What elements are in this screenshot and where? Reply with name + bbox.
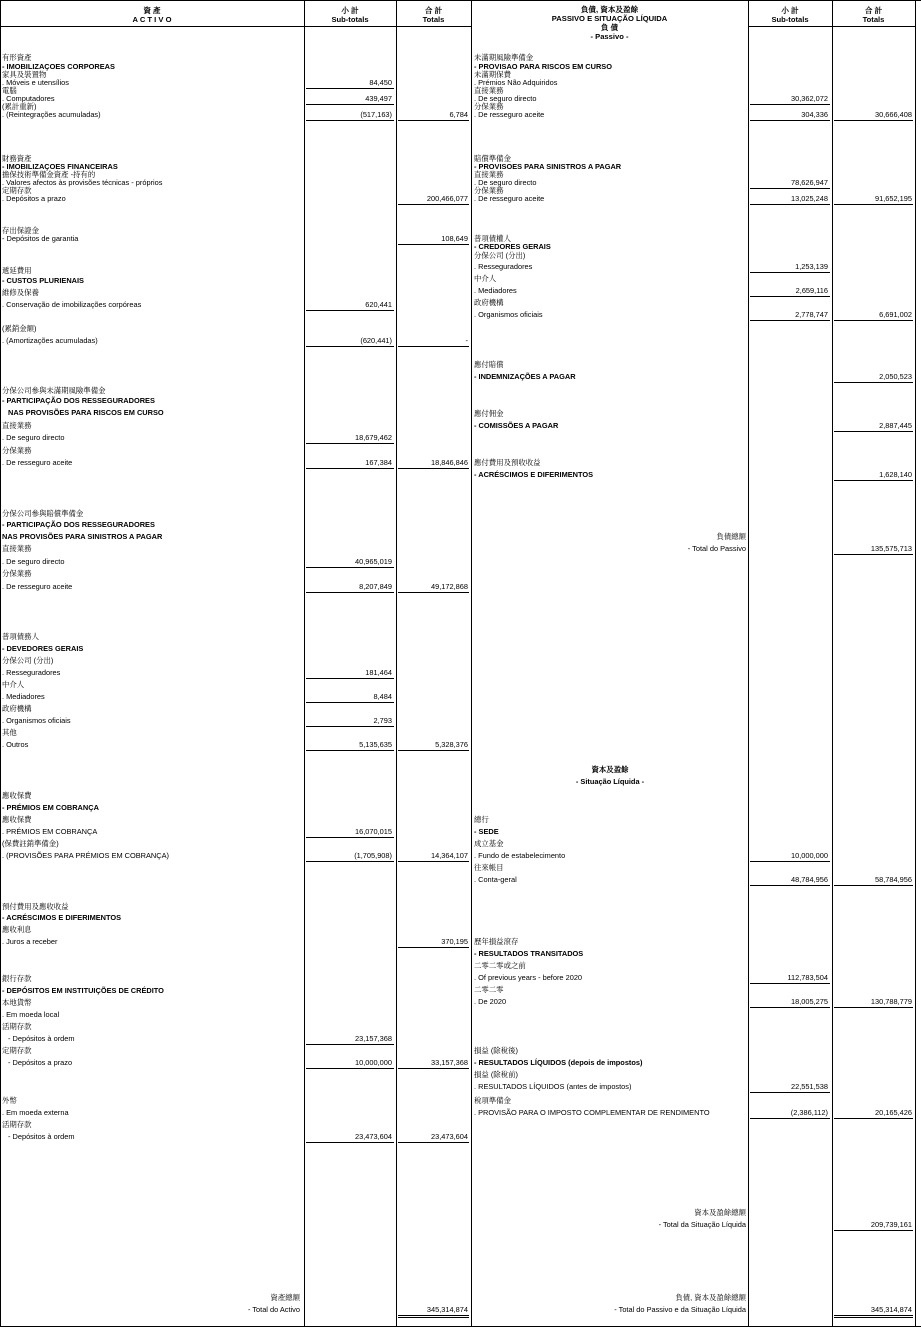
underline [834,480,913,481]
left-line-label: 有形資產 [2,53,32,62]
underline [306,837,394,838]
left-line-label: - Depósitos a prazo [8,1058,73,1067]
left-line-label: . De resseguro aceite [2,458,73,467]
underline [834,1317,913,1318]
underline [398,1315,469,1316]
right-line-label: - PROVISAO PARA RISCOS EM CURSO [474,62,612,71]
right-total: 91,652,195 [875,194,912,203]
left-line-label: 財務資產 [2,154,32,163]
left-total: 18,846,846 [431,458,468,467]
frame-top [0,0,921,1]
underline [750,188,830,189]
left-total: 14,364,107 [431,851,468,860]
left-line-label: 應收保費 [2,791,32,800]
right-line-label: . Mediadores [474,286,517,295]
left-line-label: - ACRÉSCIMOS E DIFERIMENTOS [2,913,122,922]
left-total-pt: - Total do Activo [247,1305,300,1314]
left-subtotal: (1,705,908) [354,851,392,860]
underline [306,726,394,727]
left-line-label: 中介人 [2,680,25,689]
left-subtotal: 5,135,635 [359,740,392,749]
left-line-label: . Computadores [2,94,55,103]
right-total: 6,691,002 [879,310,912,319]
underline [834,885,913,886]
right-subtotal: 10,000,000 [791,851,828,860]
left-line-label: . Mediadores [2,692,45,701]
col-rule [915,0,916,1327]
left-line-label: . Organismos oficiais [2,716,71,725]
right-subtotal: 30,362,072 [791,94,828,103]
underline [306,750,394,751]
right-total: 2,887,445 [879,421,912,430]
left-line-label: 活期存款 [2,1120,32,1129]
sub-en-right: Sub-totals [771,15,809,24]
left-line-label: NAS PROVISÕES PARA RISCOS EM CURSO [8,408,164,417]
right-line-label: 損益 (除稅後) [474,1046,518,1055]
underline [750,272,830,273]
underline [750,1007,830,1008]
active-zh: 資 產 [143,6,161,15]
right-line-label: . Conta-geral [474,875,517,884]
left-subtotal: 181,464 [365,668,392,677]
left-total-zh: 資產總額 [270,1293,300,1302]
underline [834,1315,913,1316]
right-line-label: . De seguro directo [474,94,537,103]
left-total: 6,784 [449,110,468,119]
right-line-label: 二零二零 [474,985,504,994]
left-subtotal: 8,207,849 [359,582,392,591]
right-grand-total: 345,314,874 [870,1305,912,1314]
right-line-label: . Organismos oficiais [474,310,543,319]
right-line-label: . Of previous years - before 2020 [474,973,583,982]
left-subtotal: 620,441 [365,300,392,309]
underline [750,885,830,886]
right-line-label: . De seguro directo [474,178,537,187]
underline [398,120,469,121]
right-line-label: 負債總額 [716,532,746,541]
right-total: 130,788,779 [870,997,912,1006]
underline [834,204,913,205]
left-line-label: 分保公司參與賠償準備金 [2,509,84,518]
left-total: 108,649 [441,234,468,243]
right-line-label: 未滿期風險準備金 [474,53,534,62]
left-line-label: . PRÉMIOS EM COBRANÇA [2,827,98,836]
underline [398,1068,469,1069]
underline [750,296,830,297]
left-line-label: 分保公司參與未滿期風險準備金 [2,386,106,395]
right-line-label: - SEDE [474,827,499,836]
underline [834,1007,913,1008]
right-line-label: 應付賠償 [474,360,504,369]
right-subtotal: 2,778,747 [795,310,828,319]
left-line-label: 定期存款 [2,186,32,195]
underline [834,554,913,555]
right-line-label: . De 2020 [474,997,507,1006]
header-rule [748,26,916,27]
liab-sub-zh: 負 債 [600,23,619,32]
underline [834,320,913,321]
left-line-label: 電腦 [2,86,17,95]
left-line-label: 分保公司 (分出) [2,656,54,665]
left-line-label: - IMOBILIZAÇOES FINANCEIRAS [2,162,118,171]
right-total-zh: 負債, 資本及盈餘總額 [675,1293,746,1302]
liab-pt: PASSIVO E SITUAÇÃO LÍQUIDA [551,14,668,23]
right-total-pt: - Total do Passivo e da Situação Líquida [614,1305,746,1314]
underline [306,592,394,593]
right-subtotal: 13,025,248 [791,194,828,203]
left-line-label: . Em moeda externa [2,1108,69,1117]
right-line-label: 未滿期保費 [474,70,511,79]
right-line-label: - Situação Líquida - [575,777,645,786]
tot-en-right: Totals [862,15,885,24]
underline [306,88,394,89]
left-line-label: 直接業務 [2,421,32,430]
underline [398,244,469,245]
underline [398,1317,469,1318]
underline [306,346,394,347]
left-line-label: 政府機構 [2,704,32,713]
right-subtotal: (2,386,112) [790,1108,828,1117]
right-subtotal: 78,626,947 [791,178,828,187]
underline [750,1118,830,1119]
left-line-label: . De resseguro aceite [2,582,73,591]
right-subtotal: 1,253,139 [795,262,828,271]
underline [750,320,830,321]
underline [306,1068,394,1069]
underline [398,592,469,593]
left-line-label: 擔保技術準備金資產 -持有的 [2,170,96,179]
right-line-label: 二零二零或之前 [474,961,526,970]
left-line-label: 普項債務人 [2,632,39,641]
header-rule [0,26,472,27]
right-total: 1,628,140 [879,470,912,479]
left-line-label: 活期存款 [2,1022,32,1031]
underline [750,861,830,862]
left-line-label: - Depósitos à ordem [8,1034,75,1043]
left-line-label: 存出保證金 [2,226,39,235]
right-line-label: - INDEMNIZAÇÕES A PAGAR [474,372,576,381]
right-total: 20,165,426 [875,1108,912,1117]
tot-zh-left: 合 計 [424,6,443,15]
right-line-label: - RESULTADOS TRANSITADOS [474,949,584,958]
left-grand-total: 345,314,874 [426,1305,468,1314]
underline [306,310,394,311]
underline [750,120,830,121]
right-line-label: 稅項準備金 [474,1096,511,1105]
left-subtotal: 2,793 [373,716,392,725]
right-subtotal: 2,659,116 [795,286,828,295]
left-line-label: - PRÉMIOS EM COBRANÇA [2,803,99,812]
left-line-label: - DEPÓSITOS EM INSTITUIÇÕES DE CRÉDITO [2,986,164,995]
left-line-label: 其他 [2,728,17,737]
right-line-label: 應付費用及預收收益 [474,458,541,467]
underline [306,861,394,862]
right-line-label: 直接業務 [474,86,504,95]
left-total: 370,195 [441,937,468,946]
right-line-label: . Fundo de estabelecimento [474,851,566,860]
left-line-label: 分保業務 [2,446,32,455]
underline [398,750,469,751]
underline [306,120,394,121]
left-subtotal: 40,965,019 [355,557,392,566]
left-subtotal: (517,163) [360,110,392,119]
left-total: - [465,336,468,345]
right-line-label: . Prémios Não Adquiridos [474,78,558,87]
liab-zh: 負債, 資本及盈餘 [580,5,639,14]
col-rule [304,0,305,1327]
right-line-label: 分保公司 (分出) [474,251,526,260]
underline [750,104,830,105]
left-line-label: (累計重新) [2,102,37,111]
underline [306,1142,394,1143]
left-total: 200,466,077 [426,194,468,203]
left-line-label: (保費註銷準備金) [2,839,59,848]
right-subtotal: 48,784,956 [791,875,828,884]
right-total: 2,050,523 [879,372,912,381]
right-line-label: 往來帳目 [474,863,504,872]
left-line-label: 維修及保養 [2,288,39,297]
left-line-label: - IMOBILIZAÇOES CORPOREAS [2,62,115,71]
underline [306,567,394,568]
left-line-label: 遞延費用 [2,266,32,275]
right-subtotal: 304,336 [801,110,828,119]
left-total: 23,473,604 [431,1132,468,1141]
underline [306,702,394,703]
right-line-label: - Total do Passivo [687,544,746,553]
sub-en-left: Sub-totals [331,15,369,24]
left-line-label: (累銷金額) [2,324,37,333]
right-total: 58,784,956 [875,875,912,884]
underline [306,104,394,105]
right-line-label: 分保業務 [474,186,504,195]
left-subtotal: 18,679,462 [355,433,392,442]
right-line-label: - COMISSÕES A PAGAR [474,421,559,430]
left-total: 5,328,376 [435,740,468,749]
underline [306,1044,394,1045]
right-subtotal: 22,551,538 [791,1082,828,1091]
underline [398,204,469,205]
left-line-label: . (PROVISÕES PARA PRÉMIOS EM COBRANÇA) [2,851,170,860]
col-rule [0,0,1,1327]
right-line-label: - RESULTADOS LÍQUIDOS (depois de impostos) [474,1058,643,1067]
right-line-label: 成立基金 [474,839,504,848]
left-line-label: 應收保費 [2,815,32,824]
right-line-label: 賠償準備金 [474,154,511,163]
sub-zh-right: 小 計 [781,6,799,15]
underline [834,431,913,432]
left-line-label: 分保業務 [2,569,32,578]
underline [834,120,913,121]
right-subtotal: 112,783,504 [787,973,828,982]
right-total: 135,575,713 [870,544,912,553]
left-line-label: 外幣 [2,1096,17,1105]
left-line-label: 家具及裝置物 [2,70,47,79]
left-line-label: . Móveis e utensílios [2,78,69,87]
left-total: 33,157,368 [431,1058,468,1067]
left-total: 49,172,868 [431,582,468,591]
tot-zh-right: 合 計 [864,6,883,15]
right-line-label: . De resseguro aceite [474,110,545,119]
left-line-label: . Juros a receber [2,937,58,946]
right-line-label: - Total da Situação Líquida [658,1220,746,1229]
left-line-label: . Depósitos a prazo [2,194,66,203]
left-line-label: 定期存款 [2,1046,32,1055]
left-subtotal: 167,384 [365,458,392,467]
underline [306,468,394,469]
left-line-label: . Conservação de imobilizações corpóreas [2,300,142,309]
underline [306,443,394,444]
left-line-label: . Em moeda local [2,1010,60,1019]
left-line-label: - Depósitos de garantia [2,234,79,243]
underline [398,1142,469,1143]
left-line-label: . De seguro directo [2,557,65,566]
col-rule [471,0,472,1327]
underline [750,204,830,205]
right-line-label: . RESULTADOS LÍQUIDOS (antes de impostos) [474,1082,632,1091]
left-line-label: . Resseguradores [2,668,61,677]
underline [398,468,469,469]
left-subtotal: 439,497 [365,94,392,103]
left-subtotal: 16,070,015 [355,827,392,836]
left-line-label: . Outros [2,740,29,749]
tot-en-left: Totals [422,15,445,24]
underline [750,983,830,984]
right-line-label: 歷年損益滾存 [474,937,519,946]
left-line-label: 銀行存款 [2,974,32,983]
frame-bottom [0,1326,921,1327]
underline [398,346,469,347]
left-line-label: . (Reintegrações acumuladas) [2,110,101,119]
right-line-label: - CREDORES GERAIS [474,242,551,251]
active-pt: A C T I V O [132,15,172,24]
left-line-label: 應收利息 [2,925,32,934]
underline [750,1092,830,1093]
right-line-label: 資本及盈餘 [591,765,629,774]
left-subtotal: 84,450 [369,78,392,87]
left-subtotal: 23,473,604 [355,1132,392,1141]
right-line-label: 總行 [474,815,489,824]
left-subtotal: 10,000,000 [355,1058,392,1067]
right-line-label: 損益 (除稅前) [474,1070,518,1079]
right-line-label: 應付佣金 [474,409,504,418]
right-line-label: 分保業務 [474,102,504,111]
left-line-label: - CUSTOS PLURIENAIS [2,276,84,285]
right-total: 30,666,408 [875,110,912,119]
left-line-label: 直接業務 [2,544,32,553]
left-subtotal: (620,441) [360,336,392,345]
right-line-label: . De resseguro aceite [474,194,545,203]
left-line-label: NAS PROVISÕES PARA SINISTROS A PAGAR [2,532,163,541]
right-subtotal: 18,005,275 [791,997,828,1006]
liab-sub-pt: - Passivo - [590,32,629,41]
left-line-label: - Depósitos à ordem [8,1132,75,1141]
left-subtotal: 8,484 [373,692,392,701]
underline [834,382,913,383]
left-line-label: - PARTICIPAÇÃO DOS RESSEGURADORES [2,520,155,529]
right-line-label: - ACRÉSCIMOS E DIFERIMENTOS [474,470,594,479]
right-line-label: . PROVISÃO PARA O IMPOSTO COMPLEMENTAR DE RENDIMENTO [474,1108,710,1117]
underline [834,1118,913,1119]
underline [398,947,469,948]
right-line-label: 普項債權人 [474,234,511,243]
right-line-label: 直接業務 [474,170,504,179]
underline [834,1230,913,1231]
left-line-label: . De seguro directo [2,433,65,442]
right-line-label: 政府機構 [474,298,504,307]
left-line-label: - PARTICIPAÇÃO DOS RESSEGURADORES [2,396,155,405]
left-line-label: 本地貨幣 [2,998,32,1007]
left-line-label: 預付費用及應收收益 [2,902,69,911]
left-line-label: . (Amortizações acumuladas) [2,336,98,345]
underline [306,678,394,679]
left-line-label: . Valores afectos às provisões técnicas - próprios [2,178,163,187]
left-subtotal: 23,157,368 [355,1034,392,1043]
right-line-label: 中介人 [474,274,497,283]
right-total: 209,739,161 [870,1220,912,1229]
left-line-label: - DEVEDORES GERAIS [2,644,84,653]
underline [398,861,469,862]
right-line-label: . Resseguradores [474,262,533,271]
right-line-label: - PROVISOES PARA SINISTROS A PAGAR [474,162,622,171]
sub-zh-left: 小 計 [341,6,359,15]
right-line-label: 資本及盈餘總額 [694,1208,746,1217]
